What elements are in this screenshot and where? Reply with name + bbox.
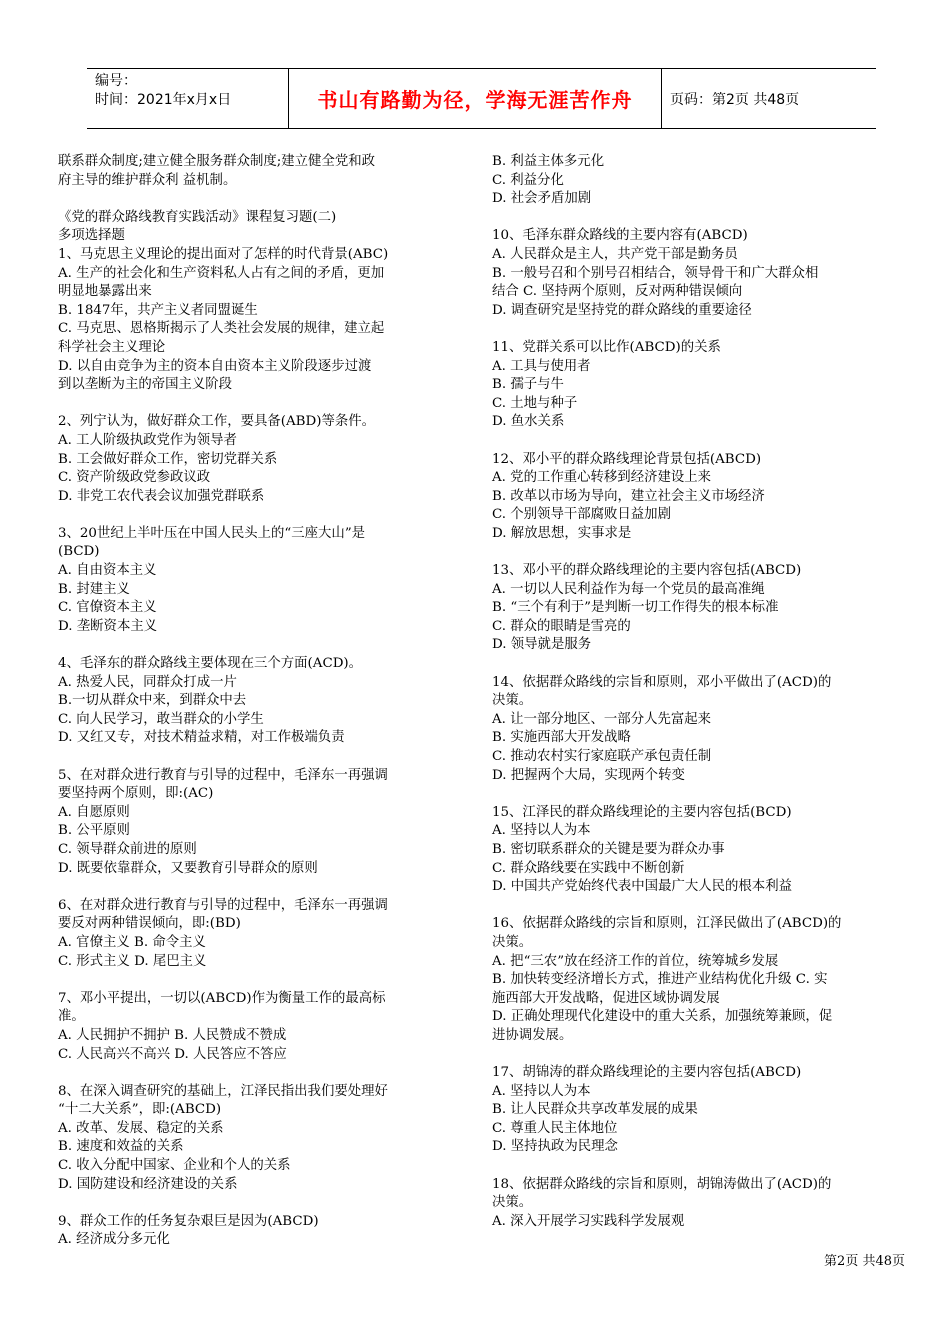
- page-label: 页码：第2页 共48页: [670, 91, 800, 108]
- text-line: D. 把握两个大局，实现两个转变: [492, 767, 685, 783]
- text-line: B. 速度和效益的关系: [58, 1139, 184, 1155]
- text-line: 府主导的维护群众利 益机制。: [58, 172, 237, 188]
- text-line: 决策。: [492, 693, 533, 709]
- motto-text: 书山有路勤为径，学海无涯苦作舟: [317, 88, 633, 112]
- text-line: C. 资产阶级政党参政议政: [58, 470, 211, 486]
- text-line: A. 工具与使用者: [492, 358, 591, 374]
- text-line: D. 调查研究是坚持党的群众路线的重要途径: [492, 302, 752, 318]
- text-line: C. 推动农村实行家庭联产承包责任制: [492, 749, 712, 764]
- text-line: B. 利益主体多元化: [492, 154, 605, 169]
- text-line: A. 工人阶级执政党作为领导者: [58, 432, 237, 448]
- question-block: [492, 804, 907, 897]
- text-line: D. 坚持执政为民理念: [492, 1139, 618, 1155]
- text-line: C. 个别领导干部腐败日益加剧: [492, 507, 671, 523]
- question-block: [58, 1083, 470, 1195]
- question-block: [58, 1213, 470, 1250]
- text-line: 5、在对群众进行教育与引导的过程中，毛泽东一再强调: [58, 767, 388, 783]
- text-line: 到以垄断为主的帝国主义阶段: [58, 377, 233, 393]
- text-line: 9、群众工作的任务复杂艰巨是因为(ABCD): [58, 1213, 319, 1229]
- question-block: [58, 525, 470, 637]
- text-line: 2、列宁认为，做好群众工作，要具备(ABD)等条件。: [58, 414, 376, 430]
- text-line: C. 群众的眼睛是雪亮的: [492, 618, 631, 634]
- text-line: D. 中国共产党始终代表中国最广大人民的根本利益: [492, 879, 792, 895]
- question-block: [492, 451, 907, 544]
- text-line: 8、在深入调查研究的基础上，江泽民指出我们要处理好: [58, 1083, 388, 1099]
- text-line: C. 收入分配中国家、企业和个人的关系: [58, 1158, 291, 1174]
- question-block: [58, 990, 470, 1064]
- question-block: [58, 153, 470, 190]
- text-line: A. 深入开展学习实践科学发展观: [492, 1213, 685, 1229]
- text-line: D. 垄断资本主义: [58, 618, 158, 634]
- text-line: B. 让人民群众共享改革发展的成果: [492, 1102, 698, 1118]
- question-block: [492, 674, 907, 786]
- text-line: D. 国防建设和经济建设的关系: [58, 1176, 238, 1192]
- text-line: 15、江泽民的群众路线理论的主要内容包括(BCD): [492, 804, 792, 820]
- text-line: 准。: [58, 1009, 85, 1025]
- text-line: A. 改革、发展、稳定的关系: [58, 1120, 224, 1136]
- text-line: 科学社会主义理论: [58, 339, 166, 355]
- question-block: [492, 339, 907, 432]
- text-line: D. 既要依靠群众，又要教育引导群众的原则: [58, 860, 318, 876]
- text-line: D. 鱼水关系: [492, 414, 565, 430]
- text-line: 施西部大开发战略，促进区域协调发展: [492, 990, 720, 1006]
- text-line: A. 热爱人民，同群众打成一片: [58, 674, 237, 690]
- text-line: B. 改革以市场为导向，建立社会主义市场经济: [492, 488, 765, 504]
- number-label: 编号：: [95, 73, 137, 89]
- text-line: A. 人民拥护不拥护 B. 人民赞成不赞成: [58, 1027, 287, 1043]
- text-line: C. 尊重人民主体地位: [492, 1120, 618, 1136]
- text-line: C. 土地与种子: [492, 395, 578, 411]
- text-line: A. 生产的社会化和生产资料私人占有之间的矛盾，更加: [58, 265, 385, 281]
- text-line: 要反对两种错误倾向，即:(BD): [58, 916, 241, 932]
- time-label: 时间：2021年x月x日: [95, 92, 232, 108]
- text-line: 16、依据群众路线的宗旨和原则，江泽民做出了(ABCD)的: [492, 916, 842, 932]
- text-line: 进协调发展。: [492, 1027, 573, 1043]
- text-line: 3、20世纪上半叶压在中国人民头上的“三座大山”是: [58, 525, 366, 541]
- text-line: 决策。: [492, 934, 533, 950]
- text-line: A. 官僚主义 B. 命令主义: [58, 934, 206, 950]
- text-line: 11、党群关系可以比作(ABCD)的关系: [492, 339, 721, 355]
- text-line: A. 坚持以人为本: [492, 1083, 591, 1099]
- text-line: B. 封建主义: [58, 581, 130, 597]
- question-block: [58, 767, 470, 879]
- text-line: D. 以自由竞争为主的资本自由资本主义阶段逐步过渡: [58, 358, 372, 374]
- text-line: D. 非党工农代表会议加强党群联系: [58, 488, 265, 504]
- text-line: “十二大关系”，即:(ABCD): [58, 1102, 222, 1118]
- text-line: C. 向人民学习，敢当群众的小学生: [58, 711, 264, 727]
- text-line: 14、依据群众路线的宗旨和原则，邓小平做出了(ACD)的: [492, 674, 832, 690]
- text-line: 结合 C. 坚持两个原则，反对两种错误倾向: [492, 284, 743, 300]
- text-line: A. 让一部分地区、一部分人先富起来: [492, 711, 712, 727]
- text-line: D. 解放思想，实事求是: [492, 525, 632, 541]
- question-block: [492, 915, 907, 1045]
- text-line: 《党的群众路线教育实践活动》课程复习题(二): [58, 209, 337, 225]
- question-block: [492, 1064, 907, 1157]
- text-line: C. 马克思、恩格斯揭示了人类社会发展的规律，建立起: [58, 321, 385, 337]
- text-line: C. 利益分化: [492, 172, 564, 188]
- text-line: B. 公平原则: [58, 823, 130, 839]
- text-line: A. 一切以人民利益作为每一个党员的最高准绳: [492, 581, 765, 597]
- text-line: B. 加快转变经济增长方式，推进产业结构优化升级 C. 实: [492, 972, 828, 988]
- question-block: [58, 897, 470, 971]
- text-line: B.一切从群众中来，到群众中去: [58, 693, 247, 709]
- text-line: C. 群众路线要在实践中不断创新: [492, 860, 685, 876]
- text-line: D. 社会矛盾加剧: [492, 191, 592, 207]
- text-line: 10、毛泽东群众路线的主要内容有(ABCD): [492, 228, 748, 244]
- text-line: A. 把“三农”放在经济工作的首位，统筹城乡发展: [492, 953, 779, 969]
- question-block: [492, 562, 907, 655]
- text-line: D. 领导就是服务: [492, 637, 592, 653]
- text-line: B. 孺子与牛: [492, 377, 564, 393]
- text-line: 17、胡锦涛的群众路线理论的主要内容包括(ABCD): [492, 1065, 802, 1081]
- header-page-cell: [662, 69, 876, 128]
- text-line: C. 领导群众前进的原则: [58, 841, 197, 857]
- text-line: B. 1847年，共产主义者同盟诞生: [58, 302, 258, 318]
- text-line: D. 又红又专，对技术精益求精，对工作极端负责: [58, 730, 345, 746]
- text-line: B. 一般号召和个别号召相结合，领导骨干和广大群众相: [492, 265, 819, 281]
- question-block: [58, 413, 470, 506]
- text-line: 联系群众制度;建立健全服务群众制度;建立健全党和政: [58, 154, 376, 169]
- text-line: 13、邓小平的群众路线理论的主要内容包括(ABCD): [492, 563, 802, 579]
- text-line: A. 党的工作重心转移到经济建设上来: [492, 470, 712, 486]
- text-line: D. 正确处理现代化建设中的重大关系，加强统筹兼顾，促: [492, 1009, 833, 1025]
- text-line: 1、马克思主义理论的提出面对了怎样的时代背景(ABC): [58, 246, 389, 262]
- text-line: A. 坚持以人为本: [492, 823, 591, 839]
- text-line: 要坚持两个原则，即:(AC): [58, 786, 214, 802]
- text-line: 18、依据群众路线的宗旨和原则，胡锦涛做出了(ACD)的: [492, 1176, 832, 1192]
- header-meta-cell: [87, 69, 289, 128]
- text-line: 明显地暴露出来: [58, 284, 152, 300]
- page-footer: 第2页 共48页: [824, 1254, 905, 1269]
- left-column: [58, 153, 470, 1250]
- text-line: 决策。: [492, 1195, 533, 1211]
- text-line: 4、毛泽东的群众路线主要体现在三个方面(ACD)。: [58, 656, 363, 672]
- text-line: 12、邓小平的群众路线理论背景包括(ABCD): [492, 451, 762, 467]
- text-line: 7、邓小平提出，一切以(ABCD)作为衡量工作的最高标: [58, 990, 386, 1006]
- header-table: [87, 68, 876, 129]
- text-line: C. 官僚资本主义: [58, 600, 157, 616]
- text-line: B. “三个有利于”是判断一切工作得失的根本标准: [492, 600, 779, 616]
- text-line: A. 人民群众是主人，共产党干部是勤务员: [492, 246, 738, 262]
- text-line: 多项选择题: [58, 228, 125, 244]
- right-column: [492, 153, 907, 1231]
- text-line: B. 实施西部大开发战略: [492, 730, 631, 746]
- text-line: (BCD): [58, 544, 100, 560]
- text-line: 6、在对群众进行教育与引导的过程中，毛泽东一再强调: [58, 897, 388, 913]
- text-line: B. 密切联系群众的关键是要为群众办事: [492, 841, 725, 857]
- text-line: A. 自愿原则: [58, 804, 130, 820]
- text-line: C. 人民高兴不高兴 D. 人民答应不答应: [58, 1046, 287, 1062]
- question-block: [492, 1176, 907, 1232]
- header-motto-cell: [289, 69, 662, 128]
- text-line: A. 自由资本主义: [58, 563, 157, 579]
- question-block: [492, 227, 907, 320]
- question-block: [58, 209, 470, 395]
- text-line: B. 工会做好群众工作，密切党群关系: [58, 451, 278, 467]
- question-block: [492, 153, 907, 209]
- text-line: A. 经济成分多元化: [58, 1232, 170, 1248]
- question-block: [58, 655, 470, 748]
- text-line: C. 形式主义 D. 尾巴主义: [58, 953, 207, 969]
